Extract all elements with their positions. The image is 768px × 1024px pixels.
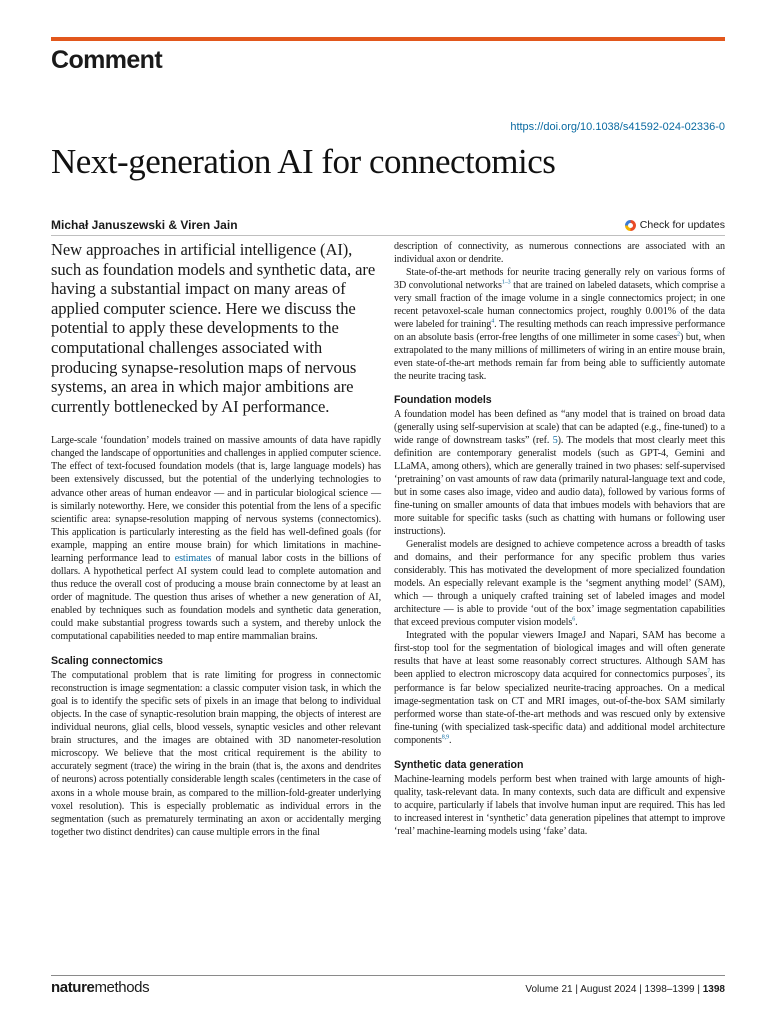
check-for-updates-label: Check for updates xyxy=(639,219,725,231)
ref-5-link[interactable]: 5 xyxy=(552,434,558,446)
foundation-paragraph-3 xyxy=(394,629,725,746)
f3-text-b: , its performance is far below specialized neurite-tracing approaches. On a medical image-segmentation task on CT and MRI images, out-of-the-box SAM similarly performed worse than state-of-the-art methods and was rescued only by extensive fine-tuning (with specialized task-specific data) and additional model architecture components xyxy=(394,669,725,746)
article-title: Next-generation AI for connectomics xyxy=(51,142,556,181)
continued-paragraph: description of connectivity, as numerous connections are associated with an individual axon or dendrite. xyxy=(394,241,725,266)
synthetic-data-heading: Synthetic data generation xyxy=(394,758,524,771)
journal-name-bold: nature xyxy=(51,979,95,996)
citation-4[interactable]: 4 xyxy=(491,318,495,325)
journal-logo xyxy=(51,979,149,996)
doi-link[interactable]: https://doi.org/10.1038/s41592-024-02336-0 xyxy=(510,121,725,133)
crossmark-icon xyxy=(625,220,636,231)
foundation-models-heading: Foundation models xyxy=(394,393,492,406)
citation-2[interactable]: 2 xyxy=(677,331,680,338)
f3-text-c: . xyxy=(448,734,452,746)
page-number: 1398 xyxy=(702,984,725,995)
citation-6[interactable]: 6 xyxy=(572,616,576,623)
foundation-paragraph-1 xyxy=(394,408,725,538)
intro-text-a: Large-scale ‘foundation’ models trained on massive amounts of data have rapidly changed the landscape of opportunities and challenges in applied computer science. The effect of text-focused foundation models (that is, large language models) has been extensively discussed, but the potential of the underlying technologies to advance other areas of human endeavor — and in particular biological science — is similarly noteworthy. Here, we consider this potential from the lens of a specific scientific area: synapse-resolution mapping of nervous systems (connectomics). This application is particularly interesting as the field has well-defined goals (for example, mapping an entire mouse brain) for which limitations in machine-learning performance lead to xyxy=(51,435,381,564)
citation-7[interactable]: 7 xyxy=(707,669,711,676)
p2-text-c: . The resulting methods can reach impressive performance on an absolute basis (error-free lengths of one millimeter in some cases xyxy=(394,319,725,344)
estimates-link[interactable]: estimates xyxy=(174,552,212,564)
p2-text-b: that are trained on labeled datasets, which comprise a very small fraction of the image volume in a single connectomics project; in one recent petavoxel-scale human connectomics project, roughly 0.001% of the data were labeled for training xyxy=(394,280,725,331)
f2-text-b: . xyxy=(575,617,578,629)
state-of-art-paragraph xyxy=(394,266,725,383)
left-column xyxy=(51,240,381,839)
header-divider xyxy=(51,235,725,236)
synthetic-paragraph: Machine-learning models perform best when trained with large amounts of high-quality, task-relevant data. In many contexts, such data are difficult and expensive to acquire, particularly if labels that involve human input are required. This has led to increased interest in ‘synthetic’ data generation pipelines that attempt to improve ‘real’ machine-learning models using ‘fake’ data. xyxy=(394,773,725,837)
f3-text-a: Integrated with the popular viewers ImageJ and Napari, SAM has become a first-stop tool for the segmentation of biological images and will often generate results that have at least some reasonably correct structures. Although SAM has been applied to electron microscopy data acquired for connectomics purposes xyxy=(394,630,725,681)
volume-info: Volume 21 | August 2024 | 1398–1399 | xyxy=(525,984,703,995)
section-label: Comment xyxy=(51,46,163,74)
intro-text-b: of manual labor costs in the billions of dollars. A hypothetical perfect AI system could lead to complete automation and thus reduce the overall cost of producing a mouse brain connectome by at least an order of magnitude. The question thus arises of whether a new generation of AI, enabled by techniques such as foundation models and synthetic data generation, could make substantial progress towards such a system, and thereby unlock the computational capabilities needed to map entire mammalian brains. xyxy=(51,552,381,643)
p2-text-d: ) but, when extrapolated to the many millions of millimeters of wiring in an entire mouse brain, even state-of-the-art methods remain far from being able to sufficiently automate the neurite tracing task. xyxy=(394,332,725,383)
right-column xyxy=(394,240,725,838)
author-list: Michał Januszewski & Viren Jain xyxy=(51,218,238,232)
check-for-updates-button[interactable] xyxy=(625,219,725,231)
intro-paragraph xyxy=(51,434,381,643)
top-accent-rule xyxy=(51,37,725,41)
citation-8-9[interactable]: 8,9 xyxy=(441,734,449,741)
scaling-connectomics-heading: Scaling connectomics xyxy=(51,655,163,668)
citation-1-3[interactable]: 1–3 xyxy=(501,279,511,286)
scaling-paragraph: The computational problem that is rate limiting for progress in connectomic reconstruction is image segmentation: a classic computer vision task, in which the goal is to identify the specific sets of pixels in an image that belong to individual objects. In the case of synaptic-resolution brain mapping, the objects of interest are individual neurons, glial cells, blood vessels, synaptic vesicles and other relevant brain structures, and the images are obtained with 3D nanometer-resolution microscopy. We believe that the most critical requirement is the ability to accurately segment (trace) the wiring in the brain (that is, the axons and dendrites of neurons) across potentially considerable length scales (centimeters in the case of axons in a whole mouse brain, as compared to the million-fold-greater underlying voxel resolution). This is especially problematic as individual errors in the segmentation (such as prematurely terminating an axon or accidentally merging together two distinct dendrites) can cause multiple errors in the final xyxy=(51,670,381,838)
footer-divider xyxy=(51,975,725,976)
foundation-paragraph-2 xyxy=(394,538,725,629)
f1-text-a: A foundation model has been defined as “any model that is trained on broad data (generally using self-supervision at scale) that can be adapted (e.g., fine-tuned) to a wide range of downstream tasks” (ref. xyxy=(394,408,725,446)
standfirst: New approaches in artificial intelligence (AI), such as foundation models and synthetic data, are having a substantial impact on many areas of applied computer science. Here we discuss the potential to apply these developments to the computational challenges associated with producing synapse-resolution maps of nervous systems, an area in which major ambitions are currently bottlenecked by AI performance. xyxy=(51,240,376,416)
f1-text-b: ). The models that most clearly meet this definition are contemporary generalist models (such as GPT-4, Gemini and LLaMA, among others), which are generally trained in two phases: self-supervised ‘pretraining’ on vast amounts of raw data (primarily natural-language text and code, but in some cases also image, video and audio data), followed by various forms of fine-tuning on smaller amounts of data that imbues models with behaviors that are more suitable for specific tasks (such as chatting with humans or following user instructions). xyxy=(394,434,725,537)
footer-info xyxy=(525,984,725,995)
journal-name-light: methods xyxy=(94,979,150,996)
f2-text-a: Generalist models are designed to achieve competence across a breadth of tasks and domains, and their performance for any specific problem thus varies considerably. This has motivated the development of more specialized foundation models. An especially relevant example is the ‘segment anything model’ (SAM), which — through a uniquely crafted training set of labeled images and model architecture — is able to provide ‘out of the box’ image segmentation capabilities that exceed previous computer vision models xyxy=(394,538,725,629)
p2-text-a: State-of-the-art methods for neurite tracing generally rely on various forms of 3D convolutional networks xyxy=(394,267,725,292)
